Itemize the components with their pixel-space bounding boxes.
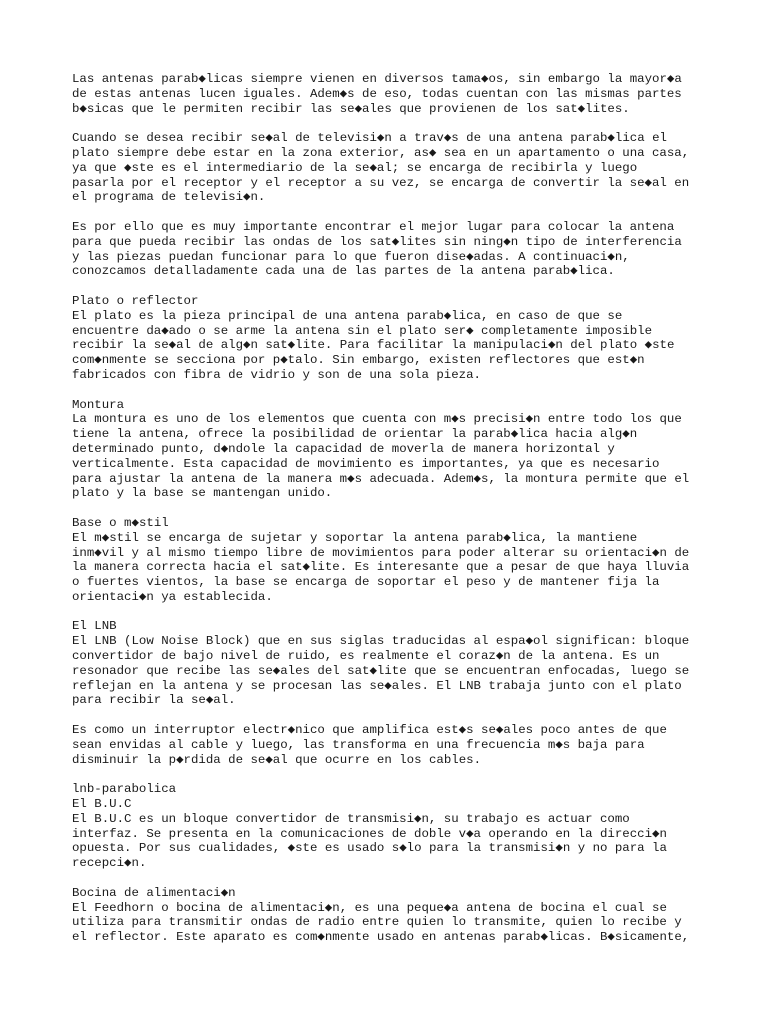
paragraph-gap [72,279,712,294]
text-line: para ajustar la antena de la manera m◆s adecuada. Adem◆s, la montura permite que el [72,471,690,486]
text-line: La montura es uno de los elementos que cuenta con m◆s precisi◆n entre todo los que [72,412,682,427]
paragraph [72,220,712,279]
text-line: de estas antenas lucen iguales. Adem◆s de eso, todas cuentan con las mismas partes [72,86,682,101]
text-line: utiliza para transmitir ondas de radio entre quien lo transmite, quien lo recibe y [72,915,682,930]
text-line: El Feedhorn o bocina de alimentaci◆n, es una peque◆a antena de bocina el cual se [72,900,667,915]
text-line: plato siempre debe estar en la zona exterior, as◆ sea en un apartamento o una casa, [72,145,690,160]
text-line: determinado punto, d◆ndole la capacidad de moverla de manera horizontal y [72,441,615,456]
text-line: El m◆stil se encarga de sujetar y soportar la antena parab◆lica, la mantiene [72,530,638,545]
paragraph-gap [72,116,712,131]
text-line: reflejan en la antena y se procesan las se◆ales. El LNB trabaja junto con el plato [72,678,682,693]
text-line: b◆sicas que le permiten recibir las se◆ales que provienen de los sat◆lites. [72,101,630,116]
text-line: Es como un interruptor electr◆nico que amplifica est◆s se◆ales poco antes de que [72,723,667,738]
text-line: tiene la antena, ofrece la posibilidad de orientar la parab◆lica hacia alg◆n [72,427,638,442]
text-line: Bocina de alimentaci◆n [72,885,236,900]
paragraph [72,398,712,502]
text-line: recibir la se◆al de alg◆n sat◆lite. Para facilitar la manipulaci◆n del plato ◆ste [72,338,675,353]
text-line: inm◆vil y al mismo tiempo libre de movimientos para poder alterar su orientaci◆n de [72,545,690,560]
text-line: Cuando se desea recibir se◆al de televisi◆n a trav◆s de una antena parab◆lica el [72,131,667,146]
text-line: Plato o reflector [72,293,199,308]
text-line: resonador que recibe las se◆ales del sat◆lite que se encuentran enfocadas, luego se [72,663,690,678]
text-line: orientaci◆n ya establecida. [72,589,273,604]
text-line: lnb-parabolica [72,782,177,797]
paragraph-gap [72,605,712,620]
paragraph [72,619,712,708]
text-line: conozcamos detalladamente cada una de las partes de la antena parab◆lica. [72,264,615,279]
paragraph-gap [72,205,712,220]
text-line: com◆nmente se secciona por p◆talo. Sin embargo, existen reflectores que est◆n [72,353,645,368]
text-line: El LNB (Low Noise Block) que en sus siglas traducidas al espa◆ol significan: bloque [72,634,690,649]
text-line: la manera correcta hacia el sat◆lite. Es interesante que a pesar de que haya lluvia [72,560,690,575]
paragraph-gap [72,767,712,782]
text-line: y las piezas puedan funcionar para lo que fueron dise◆adas. A continuaci◆n, [72,249,630,264]
text-line: fabricados con fibra de vidrio y son de una sola pieza. [72,367,481,382]
text-line: Las antenas parab◆licas siempre vienen en diversos tama◆os, sin embargo la mayor◆a [72,72,682,86]
text-line: Base o m◆stil [72,515,169,530]
text-line: para que pueda recibir las ondas de los sat◆lites sin ning◆n tipo de interferencia [72,234,682,249]
text-line: convertidor de bajo nivel de ruido, es realmente el coraz◆n de la antena. Es un [72,649,660,664]
text-line: encuentre da◆ado o se arme la antena sin el plato ser◆ completamente imposible [72,323,653,338]
text-line: el reflector. Este aparato es com◆nmente usado en antenas parab◆licas. B◆sicamente, [72,930,690,945]
paragraph [72,886,712,945]
text-line: plato y la base se mantengan unido. [72,486,333,501]
paragraph-gap [72,383,712,398]
text-line: El LNB [72,619,117,634]
text-line: El plato es la pieza principal de una antena parab◆lica, en caso de que se [72,308,623,323]
text-line: Montura [72,397,125,412]
paragraph [72,782,712,871]
paragraph [72,516,712,605]
text-line: El B.U.C [72,797,132,812]
text-line: pasarla por el receptor y el receptor a su vez, se encarga de convertir la se◆al en [72,175,690,190]
text-line: opuesta. Por sus cualidades, ◆ste es usado s◆lo para la transmisi◆n y no para la [72,841,667,856]
paragraph [72,131,712,205]
text-line: interfaz. Se presenta en la comunicaciones de doble v◆a operando en la direcci◆n [72,826,667,841]
paragraph-gap [72,708,712,723]
text-line: recepci◆n. [72,856,147,871]
text-line: o fuertes vientos, la base se encarga de soportar el peso y de mantener fija la [72,575,660,590]
paragraph-gap [72,501,712,516]
text-line: disminuir la p◆rdida de se◆al que ocurre en los cables. [72,752,482,767]
paragraph [72,72,712,116]
text-line: El B.U.C es un bloque convertidor de transmisi◆n, su trabajo es actuar como [72,811,630,826]
text-line: Es por ello que es muy importante encontrar el mejor lugar para colocar la antena [72,219,675,234]
text-line: para recibir la se◆al. [72,693,236,708]
text-line: verticalmente. Esta capacidad de movimiento es importantes, ya que es necesario [72,456,660,471]
document-page [72,72,712,945]
text-line: sean envidas al cable y luego, las transforma en una frecuencia m◆s baja para [72,737,645,752]
paragraph-gap [72,871,712,886]
text-line: el programa de televisi◆n. [72,190,266,205]
paragraph [72,294,712,383]
text-line: ya que ◆ste es el intermediario de la se◆al; se encarga de recibirla y luego [72,160,638,175]
paragraph [72,723,712,767]
